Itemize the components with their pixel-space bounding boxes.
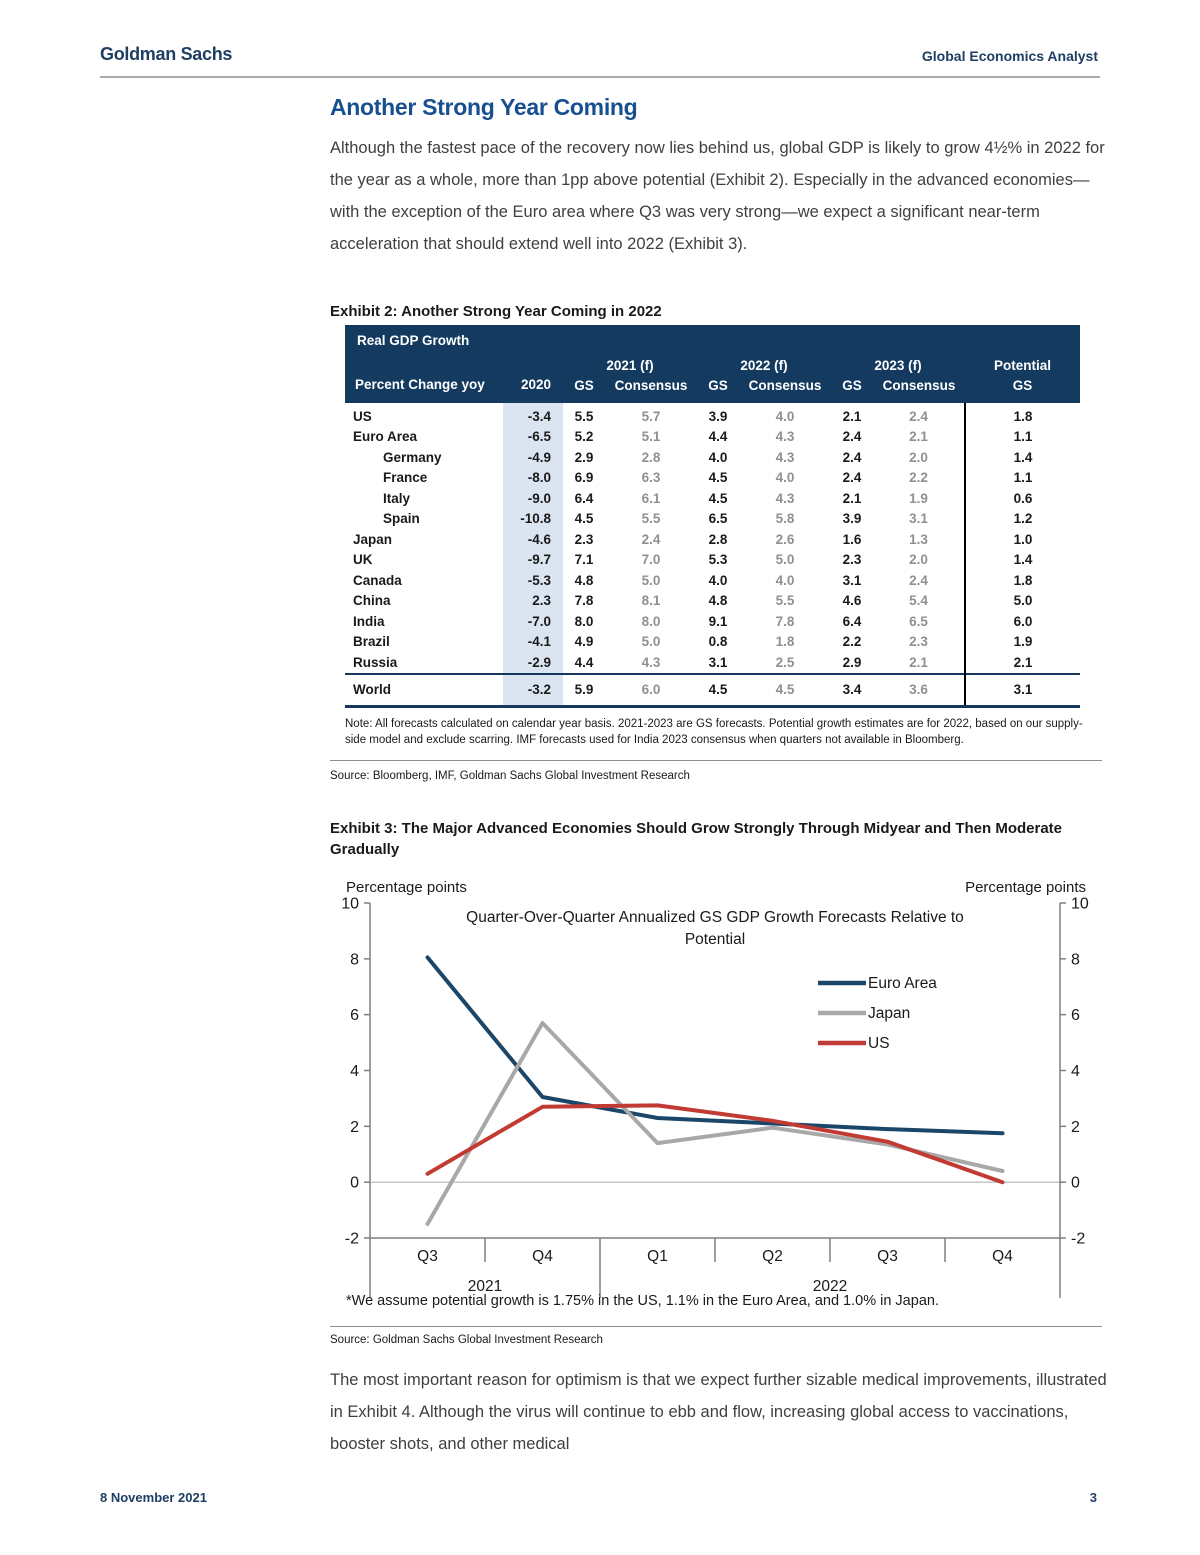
article-title: Another Strong Year Coming: [330, 94, 638, 120]
table-row: [345, 509, 1080, 530]
cell-consensus-2023: 1.3: [909, 531, 928, 547]
row-label: US: [353, 408, 372, 424]
table-row: [345, 571, 1080, 592]
cell-gs-2022: 4.5: [697, 674, 739, 707]
cell-2020: -9.0: [503, 489, 563, 510]
cell-potential: 1.1: [965, 468, 1080, 489]
cell-gs-2021: 4.4: [574, 654, 594, 670]
cell-gs-2023: 4.6: [842, 593, 862, 608]
chart-footnote: *We assume potential growth is 1.75% in the US, 1.1% in the Euro Area, and 1.0% in Japan.: [346, 1293, 939, 1309]
row-label: Italy: [383, 490, 411, 506]
svg-text:2022: 2022: [812, 1278, 848, 1295]
cell-gs-2021: 6.4: [574, 490, 594, 506]
cell-gs-2023: 3.1: [842, 572, 862, 588]
svg-text:Percentage points: Percentage points: [965, 879, 1086, 896]
svg-text:10: 10: [341, 895, 359, 913]
cell-consensus-2022: 4.3: [775, 490, 795, 506]
cell-consensus-2022: 4.0: [775, 408, 795, 424]
cell-gs-2022: 4.0: [708, 572, 728, 588]
cell-gs-2023: 2.1: [842, 408, 862, 424]
cell-2020: -6.5: [503, 427, 563, 448]
cell-consensus-2022: 4.3: [775, 449, 795, 465]
cell-consensus-2023: 2.3: [909, 634, 928, 649]
source-divider: [330, 1326, 1102, 1327]
cell-gs-2022: 4.5: [708, 490, 728, 506]
cell-2020: -10.8: [503, 509, 563, 530]
cell-consensus-2023: 2.0: [909, 449, 928, 465]
cell-consensus-2022: 5.8: [775, 511, 795, 526]
svg-text:2: 2: [1071, 1118, 1080, 1136]
table-row: [345, 403, 1080, 428]
subcol-gs-2021: GS: [563, 376, 605, 403]
cell-potential: 6.0: [965, 612, 1080, 633]
table-row: [345, 468, 1080, 489]
row-label: Euro Area: [353, 429, 418, 444]
svg-text:Q2: Q2: [762, 1248, 783, 1265]
exhibit2-source: Source: Bloomberg, IMF, Goldman Sachs Global Investment Research: [330, 770, 690, 782]
cell-consensus-2023: 2.0: [909, 552, 928, 567]
cell-potential: 3.1: [965, 674, 1080, 707]
cell-consensus-2023: 2.1: [909, 429, 928, 444]
cell-consensus-2023: 2.1: [909, 654, 928, 670]
svg-text:Q3: Q3: [417, 1248, 438, 1265]
cell-gs-2022: 3.9: [708, 408, 728, 424]
cell-gs-2021: 5.9: [563, 674, 605, 707]
cell-gs-2022: 4.5: [708, 470, 728, 485]
svg-text:2021: 2021: [467, 1278, 503, 1295]
cell-2020: -4.1: [503, 632, 563, 653]
cell-consensus-2021: 8.1: [641, 593, 661, 608]
cell-gs-2021: 2.3: [574, 531, 594, 547]
table-subtitle: Percent Change yoy: [345, 352, 503, 403]
cell-potential: 1.8: [965, 403, 1080, 428]
cell-consensus-2021: 5.0: [641, 634, 661, 649]
cell-consensus-2022: 4.0: [775, 572, 795, 588]
cell-consensus-2021: 5.1: [641, 429, 661, 444]
cell-consensus-2022: 4.5: [739, 674, 831, 707]
cell-potential: 5.0: [965, 591, 1080, 612]
col-group-2023: 2023 (f): [831, 352, 965, 377]
cell-consensus-2021: 5.0: [641, 572, 661, 588]
svg-text:4: 4: [350, 1063, 359, 1080]
cell-gs-2022: 6.5: [708, 511, 728, 526]
cell-2020: -8.0: [503, 468, 563, 489]
table-row: [345, 591, 1080, 612]
table-body: [345, 403, 1080, 675]
brand-logo-text: Goldman Sachs: [100, 44, 233, 64]
cell-consensus-2023: 6.5: [909, 613, 928, 629]
cell-consensus-2022: 2.6: [775, 531, 795, 547]
row-label: India: [353, 613, 385, 629]
cell-consensus-2023: 2.4: [909, 408, 928, 424]
cell-gs-2022: 0.8: [708, 634, 728, 649]
cell-gs-2021: 5.5: [574, 408, 594, 424]
cell-consensus-2023: 3.6: [873, 674, 965, 707]
cell-gs-2022: 5.3: [708, 552, 728, 567]
cell-gs-2023: 2.1: [842, 490, 862, 506]
cell-consensus-2022: 7.8: [775, 613, 795, 629]
cell-2020: -7.0: [503, 612, 563, 633]
cell-consensus-2021: 2.8: [641, 449, 661, 465]
cell-consensus-2021: 6.0: [605, 674, 697, 707]
col-header-potential: Potential: [965, 352, 1080, 377]
row-label: Japan: [353, 531, 393, 547]
table-row: [345, 448, 1080, 469]
cell-consensus-2021: 5.7: [641, 408, 661, 424]
subcol-gs-potential: GS: [965, 376, 1080, 403]
cell-consensus-2023: 5.4: [909, 593, 928, 608]
chart-series-lines: [428, 957, 1003, 1224]
cell-2020: -3.2: [503, 674, 563, 707]
cell-gs-2021: 7.1: [574, 552, 594, 567]
cell-potential: 1.8: [965, 571, 1080, 592]
series-line-us: [428, 1105, 1003, 1182]
cell-potential: 2.1: [965, 653, 1080, 675]
svg-text:-2: -2: [344, 1230, 359, 1248]
table-row: [345, 612, 1080, 633]
chart-canvas: [330, 878, 1102, 1314]
table-header: [345, 325, 1080, 403]
svg-text:Q3: Q3: [877, 1248, 898, 1265]
cell-2020: -4.6: [503, 530, 563, 551]
cell-consensus-2022: 5.0: [775, 552, 795, 567]
cell-gs-2023: 2.4: [842, 429, 862, 444]
exhibit2-caption: Exhibit 2: Another Strong Year Coming in 2022: [330, 303, 662, 320]
cell-gs-2021: 6.9: [574, 470, 594, 485]
gdp-growth-table: [345, 325, 1080, 708]
gdp-forecast-chart: [330, 878, 1102, 1314]
row-label: France: [383, 470, 428, 485]
cell-gs-2021: 5.2: [574, 429, 594, 444]
cell-gs-2023: 2.2: [842, 634, 862, 649]
cell-gs-2023: 1.6: [842, 531, 862, 547]
cell-2020: -9.7: [503, 550, 563, 571]
cell-consensus-2022: 2.5: [775, 654, 795, 670]
cell-consensus-2021: 6.1: [641, 490, 661, 506]
cell-gs-2023: 2.4: [842, 470, 862, 485]
svg-text:US: US: [868, 1035, 890, 1052]
footer-page-number: 3: [1089, 1490, 1097, 1505]
cell-consensus-2023: 1.9: [909, 490, 928, 506]
row-label: Brazil: [353, 634, 390, 649]
svg-text:6: 6: [350, 1007, 359, 1025]
svg-text:8: 8: [350, 951, 359, 969]
cell-potential: 1.1: [965, 427, 1080, 448]
svg-text:0: 0: [350, 1174, 359, 1192]
cell-gs-2023: 3.4: [831, 674, 873, 707]
cell-consensus-2023: 3.1: [909, 511, 928, 526]
cell-2020: -3.4: [503, 403, 563, 428]
cell-gs-2021: 4.8: [574, 572, 594, 588]
cell-gs-2021: 7.8: [574, 593, 594, 608]
svg-text:0: 0: [1071, 1174, 1080, 1192]
article-paragraph-2: The most important reason for optimism is that we expect further sizable medical improvements, illustrated in Exhibit 4. Although the virus will continue to ebb and flow, increasing global access to vaccinations, booster shots, and other medical: [330, 1371, 1107, 1453]
cell-gs-2021: 2.9: [574, 449, 594, 465]
cell-consensus-2021: 5.5: [641, 511, 661, 526]
svg-text:8: 8: [1071, 951, 1080, 969]
cell-potential: 1.2: [965, 509, 1080, 530]
cell-2020: 2.3: [503, 591, 563, 612]
cell-consensus-2021: 6.3: [641, 470, 661, 485]
svg-text:Quarter-Over-Quarter Annualize: Quarter-Over-Quarter Annualized GS GDP Growth Forecasts Relative to: [466, 909, 964, 926]
svg-text:6: 6: [1071, 1007, 1080, 1025]
cell-consensus-2021: 8.0: [641, 613, 661, 629]
svg-text:Percentage points: Percentage points: [346, 879, 467, 896]
table-row: [345, 427, 1080, 448]
svg-text:Potential: Potential: [684, 931, 746, 948]
chart-axis-labels: [341, 879, 1089, 1295]
svg-text:Q4: Q4: [992, 1248, 1013, 1265]
col-header-2020: 2020: [503, 352, 563, 403]
row-label: Russia: [353, 654, 398, 670]
row-label: Germany: [383, 449, 442, 465]
subcol-consensus-2021: Consensus: [605, 376, 697, 403]
cell-potential: 0.6: [965, 489, 1080, 510]
table-row: [345, 530, 1080, 551]
table-title: Real GDP Growth: [345, 325, 1080, 352]
publication-title: Global Economics Analyst: [921, 48, 1098, 64]
cell-gs-2021: 4.9: [574, 634, 594, 649]
table-row-world: [345, 674, 1080, 707]
svg-text:-2: -2: [1071, 1230, 1086, 1248]
col-group-2022: 2022 (f): [697, 352, 831, 377]
table-row: [345, 489, 1080, 510]
source-divider: [330, 760, 1102, 761]
cell-gs-2023: 2.9: [842, 654, 862, 670]
row-label: Spain: [383, 511, 420, 526]
subcol-consensus-2022: Consensus: [739, 376, 831, 403]
row-label: Canada: [353, 572, 402, 588]
subcol-gs-2023: GS: [831, 376, 873, 403]
svg-text:Q1: Q1: [647, 1248, 668, 1265]
cell-consensus-2022: 4.0: [775, 470, 795, 485]
cell-consensus-2021: 7.0: [641, 552, 661, 567]
article-paragraph-1: Although the fastest pace of the recovery now lies behind us, global GDP is likely to grow 4½% in 2022 for the year as a whole, more than 1pp above potential (Exhibit 2). Especially in the advanced economies—with the exception of the Euro area where Q3 was very strong—we expect a significant near-term acceleration that should extend well into 2022 (Exhibit 3).: [330, 139, 1105, 253]
cell-2020: -2.9: [503, 653, 563, 675]
cell-potential: 1.4: [965, 448, 1080, 469]
cell-gs-2022: 4.0: [708, 449, 728, 465]
cell-consensus-2021: 4.3: [641, 654, 661, 670]
header-divider: [100, 76, 1100, 78]
cell-gs-2023: 2.4: [842, 449, 862, 465]
cell-potential: 1.4: [965, 550, 1080, 571]
cell-gs-2021: 8.0: [574, 613, 594, 629]
footer-date: 8 November 2021: [100, 1490, 207, 1505]
subcol-consensus-2023: Consensus: [873, 376, 965, 403]
cell-gs-2023: 3.9: [842, 511, 862, 526]
chart-axes: [364, 903, 1066, 1298]
row-label: World: [345, 674, 503, 707]
cell-potential: 1.9: [965, 632, 1080, 653]
cell-consensus-2022: 1.8: [775, 634, 795, 649]
cell-consensus-2023: 2.4: [909, 572, 928, 588]
cell-gs-2023: 6.4: [842, 613, 862, 629]
svg-text:Q4: Q4: [532, 1248, 553, 1265]
cell-gs-2022: 4.4: [708, 429, 728, 444]
table-row: [345, 632, 1080, 653]
table-row: [345, 653, 1080, 675]
svg-text:Euro Area: Euro Area: [868, 975, 937, 992]
cell-gs-2022: 9.1: [708, 613, 728, 629]
cell-consensus-2022: 5.5: [775, 593, 795, 608]
svg-text:Japan: Japan: [868, 1005, 911, 1022]
exhibit3-caption: Exhibit 3: The Major Advanced Economies Should Grow Strongly Through Midyear and Then Moderate Gradually: [330, 820, 1063, 858]
cell-gs-2022: 3.1: [708, 654, 728, 670]
svg-text:10: 10: [1071, 895, 1089, 913]
cell-consensus-2022: 4.3: [775, 429, 795, 444]
cell-gs-2021: 4.5: [574, 511, 594, 526]
cell-consensus-2021: 2.4: [641, 531, 661, 547]
row-label: China: [353, 593, 391, 608]
cell-gs-2023: 2.3: [842, 552, 862, 567]
chart-legend: [818, 975, 937, 1052]
table-row: [345, 550, 1080, 571]
exhibit2-note: Note: All forecasts calculated on calendar year basis. 2021-2023 are GS forecasts. Potential growth estimates are for 2022, based on our supply-side model and exclude scarring. IMF forecasts used for India 2023 consensus when quarters not available in Bloomberg.: [345, 718, 1083, 746]
row-label: UK: [353, 552, 373, 567]
cell-consensus-2023: 2.2: [909, 470, 928, 485]
cell-potential: 1.0: [965, 530, 1080, 551]
subcol-gs-2022: GS: [697, 376, 739, 403]
svg-text:2: 2: [350, 1118, 359, 1136]
cell-2020: -4.9: [503, 448, 563, 469]
exhibit3-source: Source: Goldman Sachs Global Investment Research: [330, 1334, 603, 1346]
cell-gs-2022: 2.8: [708, 531, 728, 547]
col-group-2021: 2021 (f): [563, 352, 697, 377]
cell-gs-2022: 4.8: [708, 593, 728, 608]
svg-text:4: 4: [1071, 1063, 1080, 1080]
cell-2020: -5.3: [503, 571, 563, 592]
